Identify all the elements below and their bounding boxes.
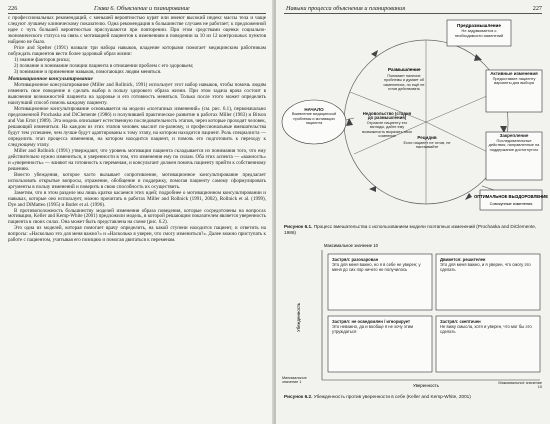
paragraph: Мотивационное консультирование основывается на модели «поэтапных изменений» (см. рис. 6.1), первоначально предложенной Prochaska and DiClemente (1986) и получившей практическое развитие в работах Miller (1983) и Bitson and Van Ertot (1989). Эта модель описывает естественную последовательность этапов, через которые проходят человек, решающий измениться. На каждом из этих этапов человек мыслит по-разному, и профессиональные вмешательства будут тем успешнее, чем лучше будут адаптированы к тому этапу, на котором находится пациент. Роль специалиста — определить этап процесса изменения, на котором находится пациент, и помочь его подготовить к переходу к следующему этапу. (8, 106, 266, 149)
figure-1-caption-text: Процесс вмешательства с использованием модели поэтапных изменений (Prochaska and DiClemente, 1986) (284, 224, 537, 235)
conviction-confidence-matrix (276, 240, 550, 392)
paragraph: Мотивационное консультирование (Miller and Rollnick, 1991) использует этот набор навыков, чтобы помочь людям изменить свое поведение и сделать выбор в пользу здорового образа жизни. При этом задача врача состоит в выяснении возможностей пациента на здоровье и его готовность меняться. Только после этого может определить наилучший способ помочь каждому пациенту. (8, 82, 266, 107)
paragraph: с профессиональных рекомендаций, с меньшей вероятностью курят или имеют высокий индекс массы тела и чаще следуют лучшему клиническому показателю. Одна рекомендация в большинстве случаев не работает; к предложенной идее с чуть большей вероятностью прислушаются при повторении. При этом средствами оценки социально-экономического статуса на связь с мотивацией пациентов к изменениям в поведении за 10 из 12 контрольных пунктов найдено не было. (8, 15, 266, 45)
quadrant-text: Это для меня важно, но я в себе не уверен; у меня до сих пор ничего не получилось (332, 262, 421, 272)
paragraph: Miller and Rollnick (1991) утверждают, что уровень мотивации пациента складывается из понимания того, что ему действительно нужно измениться, и уверенности в том, что изменения ему по силам. Оба этих аспекта — «важность» и «уверенность» — влияют на готовность к переменам, и консультант должен помочь пациенту прийти к собственному решению. (8, 147, 266, 172)
left-running-head: Глава 6. Объяснение и планирование (94, 5, 190, 12)
y-axis-label: Убежденность (296, 302, 301, 332)
stage-text: Отразите пациенту его взгляды, дайте ему возможность выразить свои сомнения (362, 120, 412, 139)
left-page-header (8, 4, 266, 14)
quadrant-text: Это для меня важно, и я уверен, что смогу это сделать (440, 262, 531, 272)
stage-title: Активные изменения (490, 72, 538, 76)
stages-of-change-diagram (276, 14, 550, 226)
stage-text: Выявление медицинской проблемы и мотивации пациента (291, 112, 337, 126)
stage-text: Если пациент не готов, не настаивайте (403, 139, 451, 149)
exit-text: Совокупные изменения (489, 201, 533, 206)
stage-title: НАЧАЛО (304, 108, 324, 112)
paragraph: Price and Spelter (1991) назвали три набора навыков, владение которыми помогает медицинским работникам побуждать пациентов вести более здоровый образ жизни: (8, 44, 266, 57)
stage-title: Недовольство (стадия до размышления) (362, 112, 412, 121)
paragraph: Вместо убеждения, которое часто вызывает сопротивление, мотивационное консультирование предлагает использовать открытые вопросы, отражение, обобщение и поддержку, помогая пациенту самому сформулировать аргументы в пользу изменений и поверить в свою способность их осуществить. (8, 171, 266, 190)
figure-2-label: Рисунок 6.2. (284, 394, 313, 399)
stage-title: Предразмышление (457, 23, 501, 28)
figure-1-label: Рисунок 6.1. (284, 224, 313, 229)
quadrant-text: Не вижу смысла, хотя и уверен, что мог бы это сделать (440, 324, 532, 334)
stage-text: Предоставьте пациенту варианты для выбора (492, 75, 536, 85)
stage-title: Рецидив (417, 136, 437, 140)
stage-text: Понимает наличие проблемы и думает об изменениях, но ещё не готов действовать (383, 74, 425, 92)
figure-2-caption (284, 394, 542, 400)
left-page-body (8, 16, 266, 244)
quadrant-title: Застрял: разочарован (332, 257, 379, 262)
list-item: 1) знание факторов риска; (14, 56, 71, 63)
x-max-label: Максимальное значение 10 (498, 381, 542, 390)
stage-text: Не задумывается о необходимости изменений (454, 29, 504, 38)
x-axis-label: Уверенность (413, 383, 439, 388)
quadrant-text: Это неважно, да и вообще я не хочу этим утруждаться (332, 324, 413, 334)
stage-title: Размышление (388, 67, 421, 72)
stage-title: Закрепление (499, 134, 529, 138)
figure-2-caption-text: Убежденность против уверенности в себе (Keller and Kemp-White, 2001) (313, 394, 471, 399)
stage-text: Последовательные действия, направленные на поддержание достигнутого (488, 137, 540, 152)
paragraph: Заметим, что в этом разделе мы лишь кратко касаемся этих идей; подробнее о мотивационном консультировании и навыках, которые оно использует, можно прочитать в работах Miller and Rollnick (1991, 2002), Rollnick et al. (1999), Dye and DiMatteo (1995) и Butler et al. (1996). (8, 189, 266, 208)
quadrant-title: Движется: решителен (440, 257, 486, 262)
x-min-label: Минимальное значение 1 (282, 376, 307, 385)
paragraph: Это одна из моделей, которая помогает врачу определить, на какой ступени находится пациент, и ответить на вопросы: «Насколько это для меня важно?» и «Насколько я уверен, что смогу измениться?». Далее можно приступать к работе с пациентом, учитывая его позицию и помогая двигаться к переменам. (8, 225, 266, 244)
left-page-number: 226 (8, 5, 18, 12)
list-item: 2) познание и понимание позиции пациента в отношении проблем с его здоровьем; (14, 62, 194, 69)
skills-list (8, 58, 266, 76)
section-heading: Мотивационное консультирование (8, 76, 93, 83)
y-top-label: Максимальное значение 10 (324, 243, 378, 248)
figure-1-caption (284, 224, 542, 235)
paragraph: В противоположность большинству моделей изменения образа поведения, которые сосредоточены на вопросах мотивации, Keller and Kemp-White (2001) предложили модель, в которой решающим показателем является уверенность пациента в своих силах. Она может быть представлена на схеме (рис. 6.2). (8, 207, 266, 226)
right-page-number: 227 (532, 5, 542, 12)
exit-title: ОПТИМАЛЬНОЕ ВЫЗДОРОВЛЕНИЕ (473, 194, 549, 199)
quadrant-title: Застрял: не осведомлен / игнорирует (332, 319, 411, 324)
right-running-head: Навыки процесса объяснения и планирования (286, 5, 406, 12)
right-page-header (284, 4, 542, 14)
list-item: 3) понимание и применение навыков, помогающих людям меняться. (14, 68, 162, 75)
quadrant-title: Застрял: скептичен (440, 319, 481, 324)
left-page (0, 0, 274, 424)
right-page (276, 0, 550, 424)
